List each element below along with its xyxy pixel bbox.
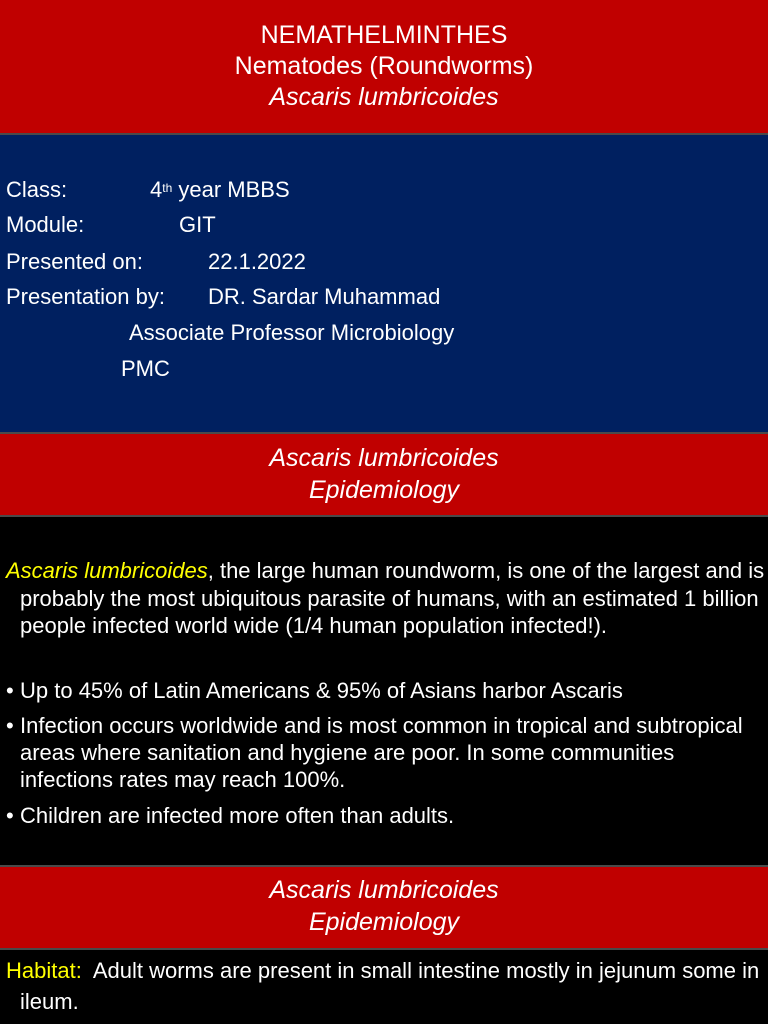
bullet-text: Infection occurs worldwide and is most common in tropical and subtropical areas where sanitation and hygiene are poor. In some communities infections rates may reach 100%.: [20, 713, 743, 792]
section-header-epidemiology: [0, 434, 768, 515]
habitat-text: Adult worms are present in small intestine mostly in jejunum some in ileum.: [20, 958, 766, 1014]
bullet-icon: •: [6, 678, 14, 703]
info-panel: [0, 135, 768, 432]
section-header-epidemiology-2: [0, 867, 768, 948]
class-value: 4th year MBBS: [150, 177, 290, 202]
title-line-2: Nematodes (Roundworms): [234, 52, 534, 80]
intro-paragraph: Ascaris lumbricoides, the large human roundworm, is one of the largest and is probably the most ubiquitous parasite of humans, with an estimated 1 billion people infected world wide (1/4 human population infected!).: [6, 558, 765, 638]
bullet-icon: •: [6, 803, 14, 828]
section-heading-organism: Ascaris lumbricoides: [269, 444, 499, 472]
habitat-paragraph: [6, 955, 768, 1017]
title-line-1: NEMATHELMINTHES: [260, 21, 508, 49]
organism-name: Ascaris lumbricoides: [6, 558, 208, 583]
bullet-text: Children are infected more often than adults.: [20, 803, 455, 828]
habitat-label: Habitat:: [6, 958, 82, 983]
presenter-title: Associate Professor Microbiology: [129, 320, 455, 345]
habitat-body: [0, 950, 768, 1024]
presenter-label: Presentation by:: [6, 284, 165, 309]
section-heading-topic: Epidemiology: [308, 476, 460, 504]
module-label: Module:: [6, 212, 85, 237]
bullet-icon: •: [6, 713, 14, 738]
class-label: Class:: [6, 177, 68, 202]
module-value: GIT: [179, 212, 216, 237]
presented-value: 22.1.2022: [208, 249, 306, 274]
section-heading-organism: Ascaris lumbricoides: [269, 876, 499, 904]
bullet-text: Up to 45% of Latin Americans & 95% of Asians harbor Ascaris: [20, 678, 623, 703]
epidemiology-body: [0, 517, 768, 865]
presenter-value: DR. Sardar Muhammad: [208, 284, 441, 309]
title-line-3: Ascaris lumbricoides: [269, 83, 499, 111]
presented-label: Presented on:: [6, 249, 143, 274]
section-heading-topic: Epidemiology: [308, 908, 460, 936]
presenter-org: PMC: [121, 356, 170, 381]
title-header: [0, 0, 768, 133]
